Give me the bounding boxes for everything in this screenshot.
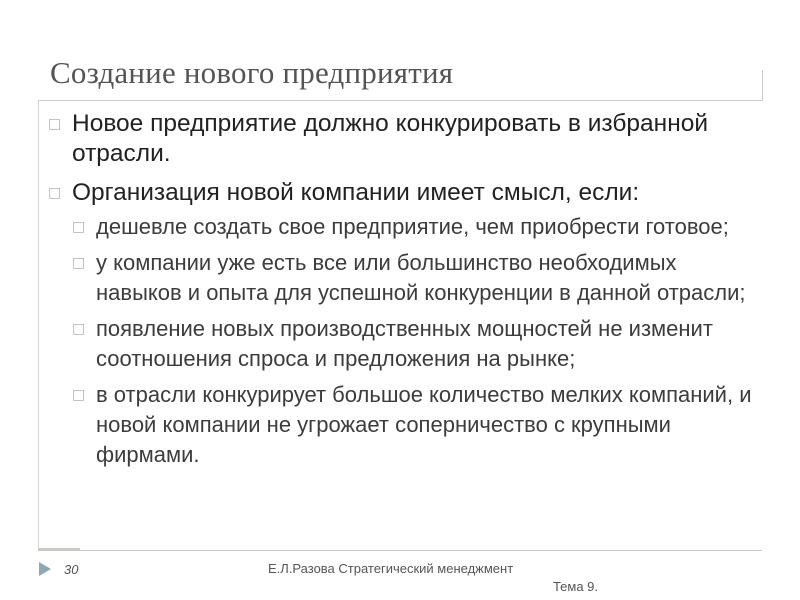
sub-bullet-text: у компании уже есть все или большинство необходимых навыков и опыта для успешной конкуренции в данной отрасли;: [96, 250, 746, 305]
bullet-item: [48, 109, 763, 169]
hollow-square-bullet-icon: □: [48, 116, 62, 132]
slide-title: Создание нового предприятия: [50, 55, 454, 90]
triangle-arrow-icon: [38, 561, 52, 582]
hollow-square-bullet-icon: □: [72, 255, 86, 271]
sub-bullet-item: [72, 314, 763, 374]
bullet-text: Организация новой компании имеет смысл, если:: [72, 179, 640, 206]
footer-author-line2: Тема 9.: [552, 579, 598, 594]
hollow-square-bullet-icon: □: [72, 387, 86, 403]
footer-author: [268, 560, 598, 596]
hollow-square-bullet-icon: □: [72, 219, 86, 235]
page-number: 30: [64, 562, 79, 577]
slide-body: [48, 109, 763, 476]
sub-bullet-item: [72, 248, 763, 308]
footer-author-line1: Е.Л.Разова Стратегический менеджмент: [268, 561, 514, 576]
sub-bullet-item: [72, 212, 763, 242]
hollow-square-bullet-icon: □: [72, 321, 86, 337]
hollow-square-bullet-icon: □: [48, 185, 62, 201]
bullet-item: [48, 178, 763, 208]
sub-bullet-text: дешевле создать свое предприятие, чем приобрести готовое;: [96, 214, 729, 239]
title-right-edge: [762, 70, 763, 101]
footer-accent: [38, 548, 80, 551]
sub-bullet-item: [72, 380, 763, 470]
sub-bullet-text: в отрасли конкурирует большое количество мелких компаний, и новой компании не угрожает соперничество с крупными фирмами.: [96, 382, 752, 467]
left-margin-line: [38, 100, 39, 550]
bullet-text: Новое предприятие должно конкурировать в избранной отрасли.: [72, 110, 709, 167]
footer-divider: [38, 550, 762, 551]
sub-bullet-text: появление новых производственных мощностей не изменит соотношения спроса и предложения на рынке;: [96, 316, 713, 371]
title-divider: [38, 100, 762, 101]
